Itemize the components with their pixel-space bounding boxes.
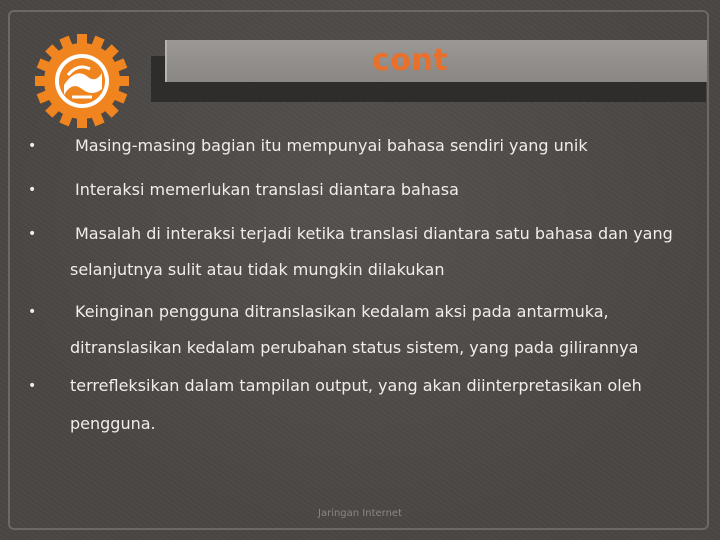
footer-text: Jaringan Internet	[318, 508, 403, 519]
bullet-text: Masalah di interaksi terjadi ketika translasi diantara satu bahasa dan yang	[75, 224, 673, 243]
bullet-text: Masing-masing bagian itu mempunyai bahasa sendiri yang unik	[75, 136, 588, 155]
bullet-text: Keinginan pengguna ditranslasikan kedalam aksi pada antarmuka,	[75, 302, 609, 321]
bullet-icon: •	[28, 226, 37, 242]
bullet-text-continued: ditranslasikan kedalam perubahan status sistem, yang pada gilirannya	[70, 338, 639, 357]
university-logo-icon	[30, 34, 134, 128]
bullet-text: terrefleksikan dalam tampilan output, yang akan diinterpretasikan oleh	[70, 376, 642, 395]
bullet-text-continued: selanjutnya sulit atau tidak mungkin dilakukan	[70, 260, 445, 279]
bullet-icon: •	[28, 138, 37, 154]
bullet-text-continued: pengguna.	[70, 414, 156, 433]
slide-title: cont	[371, 43, 449, 78]
bullet-icon: •	[28, 304, 37, 320]
bullet-icon: •	[28, 378, 37, 394]
bullet-text: Interaksi memerlukan translasi diantara bahasa	[75, 180, 459, 199]
bullet-icon: •	[28, 182, 37, 198]
